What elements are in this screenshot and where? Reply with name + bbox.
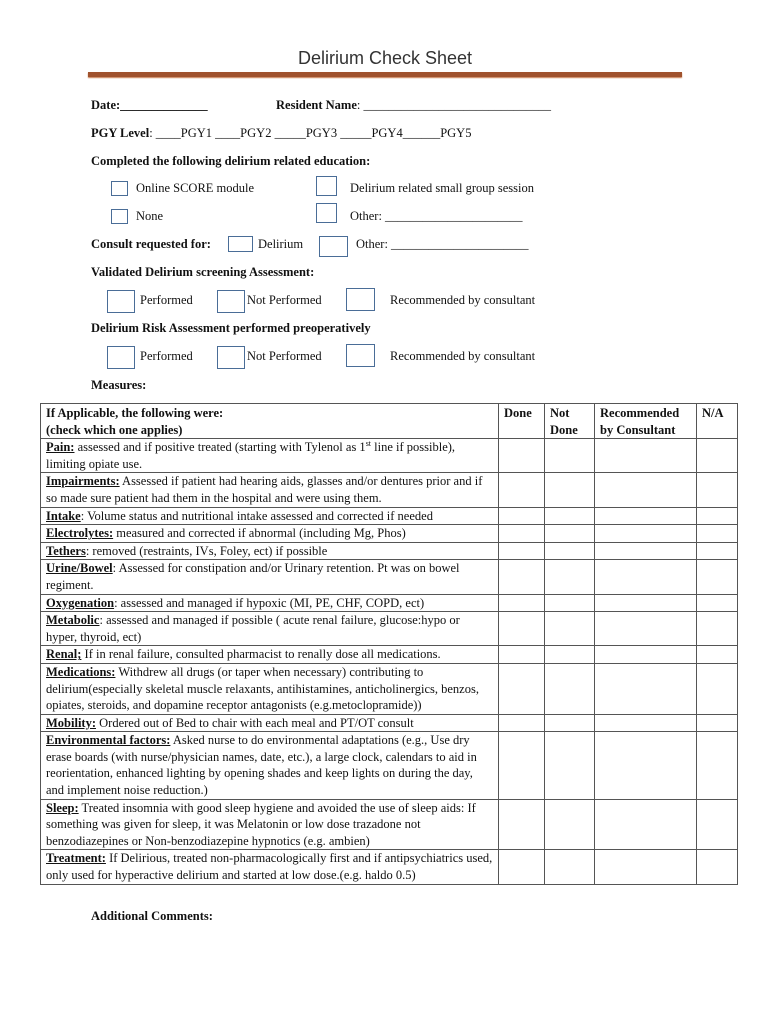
na-cell[interactable] (697, 799, 738, 850)
na-cell[interactable] (697, 439, 738, 473)
not-done-cell[interactable] (545, 560, 595, 594)
recommended-cell[interactable] (595, 542, 697, 560)
title-divider (88, 72, 682, 77)
measure-description (41, 799, 499, 850)
pgy-row (91, 126, 471, 141)
table-row (41, 663, 738, 714)
measure-text: : Volume status and nutritional intake assessed and corrected if needed (80, 508, 433, 523)
not-done-cell[interactable] (545, 663, 595, 714)
recommended-cell[interactable] (595, 799, 697, 850)
measures-table (40, 403, 738, 885)
table-row (41, 850, 738, 884)
recommended-cell[interactable] (595, 646, 697, 664)
not-done-cell[interactable] (545, 542, 595, 560)
education-score-label: Online SCORE module (136, 181, 255, 195)
table-row (41, 594, 738, 612)
table-row (41, 507, 738, 525)
education-other-checkbox[interactable] (316, 203, 337, 223)
recommended-cell[interactable] (595, 663, 697, 714)
table-row (41, 646, 738, 664)
date-label: Date: (91, 98, 121, 112)
table-row (41, 525, 738, 543)
not-done-cell[interactable] (545, 646, 595, 664)
screening-not-performed-label: Not Performed (247, 293, 322, 307)
na-cell[interactable] (697, 663, 738, 714)
measure-text: Asked nurse to do environmental adaptations (e.g., Use dry erase boards (with nurse/physician names, date, etc.), a large clock, calendars to aid in reorientation, enhanced lighting by opening shades and keep lights on during the day, and implement noise reduction.) (46, 733, 477, 798)
education-small-group-checkbox[interactable] (316, 176, 337, 196)
col-recommended-line2: by Consultant (600, 422, 676, 437)
consult-delirium-label: Delirium (258, 237, 304, 251)
not-done-cell[interactable] (545, 439, 595, 473)
not-done-cell[interactable] (545, 850, 595, 884)
done-cell[interactable] (499, 732, 545, 799)
done-cell[interactable] (499, 542, 545, 560)
measure-text: Treated insomnia with good sleep hygiene and avoided the use of sleep aids: If something was given for sleep, it was Melatonin or low dose trazadone not benzodiazepines or Non-benzodiazepine hypnotics (e.g. ambien) (46, 800, 476, 848)
screening-recommended-checkbox[interactable] (346, 288, 375, 311)
na-cell[interactable] (697, 525, 738, 543)
col-done (499, 404, 545, 439)
risk-recommended-label: Recommended by consultant (390, 349, 536, 363)
education-small-group-label: Delirium related small group session (350, 181, 534, 195)
na-cell[interactable] (697, 542, 738, 560)
table-row (41, 473, 738, 507)
recommended-cell[interactable] (595, 594, 697, 612)
screening-performed-label: Performed (140, 293, 193, 307)
measure-text: : assessed and managed if hypoxic (MI, PE, CHF, COPD, ect) (114, 595, 425, 610)
table-row (41, 612, 738, 646)
col-not-done (545, 404, 595, 439)
table-row (41, 732, 738, 799)
consult-other-checkbox[interactable] (319, 236, 348, 257)
risk-performed-checkbox[interactable] (107, 346, 135, 369)
risk-recommended-checkbox[interactable] (346, 344, 375, 367)
recommended-cell[interactable] (595, 525, 697, 543)
recommended-cell[interactable] (595, 560, 697, 594)
measure-text: : Assessed for constipation and/or Urinary retention. Pt was on bowel regiment. (46, 561, 460, 592)
col-not-done-line2: Done (550, 422, 578, 437)
recommended-cell[interactable] (595, 714, 697, 732)
measure-text-continued: line if possible), limiting opiate use. (46, 440, 456, 471)
measure-description (41, 594, 499, 612)
done-cell[interactable] (499, 473, 545, 507)
recommended-cell[interactable] (595, 850, 697, 884)
measures-heading: Measures: (91, 378, 147, 392)
measure-term: Mobility: (46, 715, 96, 730)
na-cell[interactable] (697, 594, 738, 612)
not-done-cell[interactable] (545, 799, 595, 850)
resident-label: Resident Name (276, 98, 357, 112)
table-row (41, 542, 738, 560)
done-cell[interactable] (499, 799, 545, 850)
measure-text: : assessed and managed if possible ( acute renal failure, glucose:hypo or hyper, thyroid, ect) (46, 613, 460, 644)
na-cell[interactable] (697, 646, 738, 664)
education-other-label[interactable]: Other: ______________________ (350, 209, 523, 223)
measures-header-line1: If Applicable, the following were: (46, 406, 224, 420)
na-cell[interactable] (697, 507, 738, 525)
measure-term: Intake (46, 508, 81, 523)
measure-description (41, 473, 499, 507)
done-cell[interactable] (499, 850, 545, 884)
not-done-cell[interactable] (545, 612, 595, 646)
not-done-cell[interactable] (545, 473, 595, 507)
done-cell[interactable] (499, 594, 545, 612)
measure-text: If in renal failure, consulted pharmacist to renally dose all medications. (81, 647, 441, 662)
risk-heading: Delirium Risk Assessment performed preoperatively (91, 321, 371, 335)
measure-term: Oxygenation (46, 595, 115, 610)
date-blank[interactable]: ______________ (120, 98, 208, 112)
na-cell[interactable] (697, 714, 738, 732)
measures-header-row (41, 404, 738, 439)
done-cell[interactable] (499, 525, 545, 543)
measure-text: Withdrew all drugs (or taper when necessary) contributing to delirium(especially skeletal muscle relaxants, antihistamines, anticholinergics, benzos, opiates, steroids, and dopamine receptor antagonists (e.g.metoclopramide)) (46, 664, 479, 713)
done-cell[interactable] (499, 507, 545, 525)
risk-not-performed-label: Not Performed (247, 349, 322, 363)
date-row (91, 98, 208, 113)
measure-term: Environmental factors: (46, 733, 171, 748)
consult-label: Consult requested for: (91, 237, 211, 251)
not-done-cell[interactable] (545, 525, 595, 543)
done-cell[interactable] (499, 714, 545, 732)
resident-blank[interactable]: : ______________________________ (356, 98, 551, 112)
col-na-label: N/A (702, 406, 724, 420)
measure-description (41, 646, 499, 664)
measures-header-line2: (check which one applies) (46, 422, 183, 437)
risk-performed-label: Performed (140, 349, 193, 363)
measure-term: Metabolic (46, 613, 100, 628)
measure-description (41, 507, 499, 525)
measure-superscript: st (365, 439, 372, 449)
consult-delirium-checkbox[interactable] (228, 236, 253, 252)
recommended-cell[interactable] (595, 507, 697, 525)
screening-heading: Validated Delirium screening Assessment: (91, 265, 315, 279)
col-na (697, 404, 738, 439)
measure-description (41, 525, 499, 543)
measure-text: If Delirious, treated non-pharmacologically first and if antipsychiatrics used, only used for hyperactive delirium and started at low dose.(e.g. haldo 0.5) (46, 851, 493, 883)
measure-term: Urine/Bowel (46, 561, 113, 576)
done-cell[interactable] (499, 612, 545, 646)
recommended-cell[interactable] (595, 612, 697, 646)
measure-text: Ordered out of Bed to chair with each meal and PT/OT consult (96, 715, 414, 730)
additional-comments-label: Additional Comments: (91, 909, 213, 923)
col-recommended-line1: Recommended (600, 406, 680, 420)
recommended-cell[interactable] (595, 473, 697, 507)
education-none-label: None (136, 209, 164, 223)
table-row (41, 799, 738, 850)
measure-term: Tethers (46, 543, 86, 558)
done-cell[interactable] (499, 560, 545, 594)
measure-description (41, 732, 499, 799)
table-row (41, 560, 738, 594)
recommended-cell[interactable] (595, 732, 697, 799)
na-cell[interactable] (697, 850, 738, 884)
not-done-cell[interactable] (545, 732, 595, 799)
education-none-checkbox[interactable] (111, 209, 128, 224)
measure-text: assessed and if positive treated (starting with Tylenol as 1 (74, 440, 366, 455)
measure-text: : removed (restraints, IVs, Foley, ect) if possible (85, 543, 328, 558)
col-not-done-line1: Not (550, 406, 570, 420)
education-heading: Completed the following delirium related education: (91, 154, 371, 168)
done-cell[interactable] (499, 439, 545, 473)
measure-description (41, 612, 499, 646)
done-cell[interactable] (499, 663, 545, 714)
screening-recommended-label: Recommended by consultant (390, 293, 536, 307)
table-row (41, 439, 738, 473)
measure-description (41, 850, 499, 884)
table-row (41, 714, 738, 732)
done-cell[interactable] (499, 646, 545, 664)
measure-description (41, 714, 499, 732)
measures-header-item (41, 404, 499, 439)
not-done-cell[interactable] (545, 507, 595, 525)
screening-performed-checkbox[interactable] (107, 290, 135, 313)
measure-term: Pain: (46, 440, 75, 455)
measure-term: Renal; (46, 647, 82, 662)
measure-description (41, 560, 499, 594)
col-done-label: Done (504, 406, 532, 420)
na-cell[interactable] (697, 560, 738, 594)
measure-term: Impairments: (46, 474, 120, 489)
col-recommended (595, 404, 697, 439)
risk-not-performed-checkbox[interactable] (217, 346, 245, 369)
measure-term: Medications: (46, 664, 116, 679)
measure-text: Assessed if patient had hearing aids, glasses and/or dentures prior and if so made sure patient had them in the hospital and were using them. (46, 474, 483, 505)
not-done-cell[interactable] (545, 714, 595, 732)
education-score-checkbox[interactable] (111, 181, 128, 196)
pgy-label: PGY Level (91, 126, 150, 140)
measure-description (41, 542, 499, 560)
measure-term: Treatment: (46, 851, 106, 866)
measure-text: measured and corrected if abnormal (including Mg, Phos) (113, 526, 406, 541)
consult-other-label[interactable]: Other: ______________________ (356, 237, 529, 251)
na-cell[interactable] (697, 473, 738, 507)
page-title: Delirium Check Sheet (297, 48, 473, 68)
pgy-options[interactable]: : ____PGY1 ____PGY2 _____PGY3 _____PGY4______PGY5 (149, 126, 472, 140)
na-cell[interactable] (697, 732, 738, 799)
na-cell[interactable] (697, 612, 738, 646)
measure-term: Electrolytes: (46, 526, 114, 541)
resident-row (276, 98, 551, 113)
recommended-cell[interactable] (595, 439, 697, 473)
measure-term: Sleep: (46, 800, 79, 815)
measure-description (41, 439, 499, 473)
measure-description (41, 663, 499, 714)
not-done-cell[interactable] (545, 594, 595, 612)
screening-not-performed-checkbox[interactable] (217, 290, 245, 313)
